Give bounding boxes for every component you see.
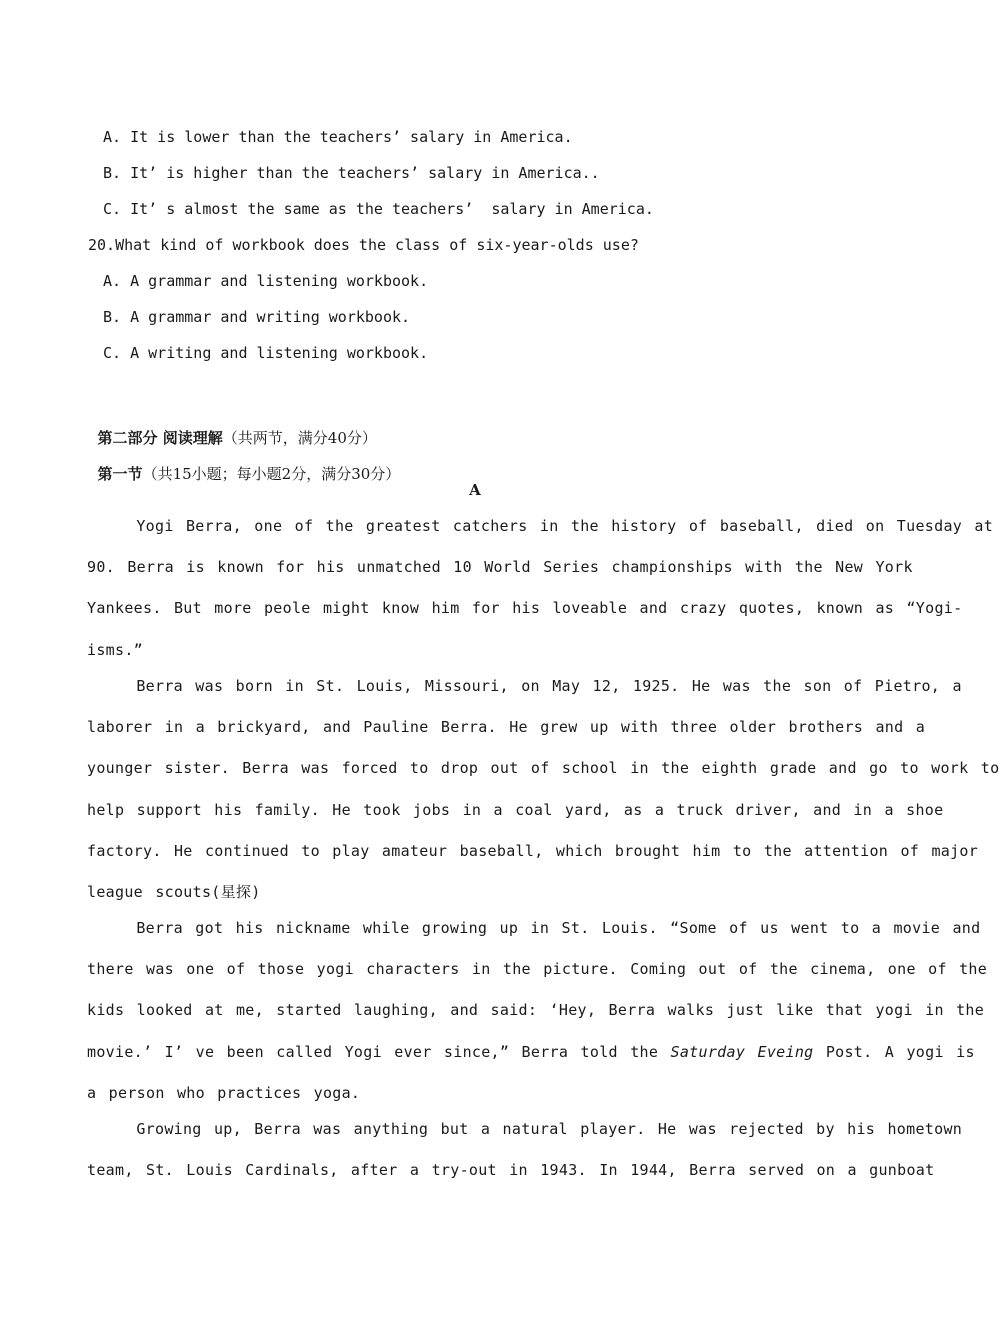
paragraph-line: Berra got his nickname while growing up in St. Louis. “Some of us went to a movie and bbox=[87, 919, 981, 937]
paragraph-line: Yankees. But more peole might know him for his loveable and crazy quotes, known as “Yogi- bbox=[87, 599, 963, 618]
paragraph-line: Berra was born in St. Louis, Missouri, on May 12, 1925. He was the son of Pietro, a bbox=[87, 677, 962, 695]
line-text: movie.’ I’ ve been called Yogi ever since,” Berra told the bbox=[87, 1042, 671, 1061]
passage-paragraph-3 bbox=[87, 908, 988, 1114]
paragraph-line: Growing up, Berra was anything but a natural player. He was rejected by his hometown bbox=[87, 1120, 963, 1138]
paragraph-line: 90. Berra is known for his unmatched 10 World Series championships with the New York bbox=[87, 558, 913, 577]
paragraph-line: league scouts(星探) bbox=[87, 883, 261, 902]
part2-heading-title: 第二部分 阅读理解 bbox=[97, 429, 223, 447]
paragraph-line: help support his family. He took jobs in a coal yard, as a truck driver, and in a shoe bbox=[87, 800, 944, 819]
section1-heading-title: 第一节 bbox=[97, 465, 143, 483]
q19-option-c: C. It’ s almost the same as the teachers’ salary in America. bbox=[103, 200, 654, 218]
paragraph-line bbox=[87, 1032, 975, 1073]
section1-heading bbox=[88, 444, 400, 484]
publication-title: Saturday Eveing bbox=[670, 1042, 814, 1061]
paragraph-line: kids looked at me, started laughing, and said: ‘Hey, Berra walks just like that yogi in the bbox=[87, 1001, 985, 1020]
q20-question: 20.What kind of workbook does the class of six-year-olds use? bbox=[88, 236, 639, 254]
q20-option-b: B. A grammar and writing workbook. bbox=[103, 308, 411, 326]
paragraph-line: laborer in a brickyard, and Pauline Berra. He grew up with three older brothers and a bbox=[87, 718, 926, 737]
paragraph-line: Yogi Berra, one of the greatest catchers in the history of baseball, died on Tuesday at bbox=[87, 517, 994, 535]
passage-paragraph-2 bbox=[87, 666, 999, 913]
q19-option-a: A. It is lower than the teachers’ salary in America. bbox=[103, 128, 573, 146]
part2-heading bbox=[88, 408, 377, 448]
paragraph-line: isms.” bbox=[87, 640, 143, 659]
paragraph-line: factory. He continued to play amateur baseball, which brought him to the attention of major bbox=[87, 841, 979, 860]
q20-option-c: C. A writing and listening workbook. bbox=[103, 344, 429, 362]
q19-option-b: B. It’ is higher than the teachers’ salary in America.. bbox=[103, 164, 600, 182]
passage-label: A bbox=[469, 481, 481, 499]
paragraph-line: team, St. Louis Cardinals, after a try-out in 1943. In 1944, Berra served on a gunboat bbox=[87, 1161, 935, 1180]
passage-paragraph-4 bbox=[87, 1109, 963, 1191]
part2-heading-detail: （共两节，满分40分） bbox=[222, 429, 377, 447]
paragraph-line: there was one of those yogi characters in the picture. Coming out of the cinema, one of the bbox=[87, 960, 988, 979]
line-text: Post. A yogi is bbox=[813, 1042, 975, 1061]
paragraph-line: a person who practices yoga. bbox=[87, 1083, 361, 1102]
passage-paragraph-1 bbox=[87, 506, 994, 671]
section1-heading-detail: （共15小题；每小题2分，满分30分） bbox=[142, 465, 401, 483]
paragraph-line: younger sister. Berra was forced to drop out of school in the eighth grade and go to work to bbox=[87, 759, 999, 778]
q20-option-a: A. A grammar and listening workbook. bbox=[103, 272, 429, 290]
